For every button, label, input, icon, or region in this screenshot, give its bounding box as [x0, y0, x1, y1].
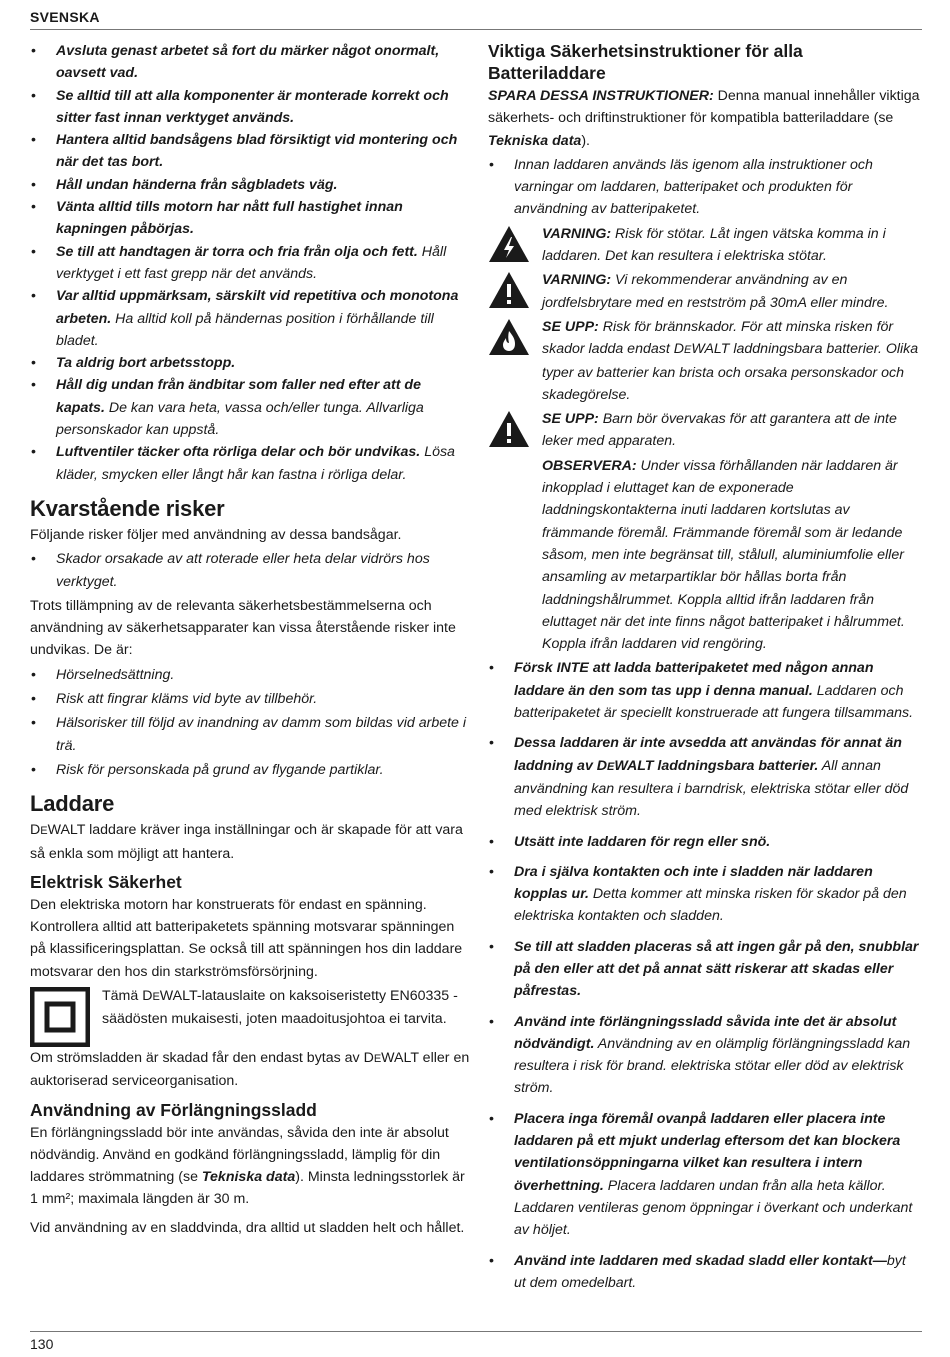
footer-divider [30, 1331, 922, 1332]
double-insulation-note [30, 985, 470, 1047]
residual-paragraph: Trots tillämpning av de relevanta säkerhetsbestämmelserna och användning av säkerhetsapparater kan vissa återstående risker inte undvikas. De är: [30, 597, 456, 659]
extension-cord-heading: Användning av Förlängningssladd [30, 1099, 317, 1120]
safety-bullet-list [30, 40, 470, 486]
list-item: • Se till att sladden placeras så att ingen går på den, snubblar på den eller att det på annat sätt riskerar att skadas eller påfrestas. [488, 936, 920, 1003]
list-item: • Utsätt inte laddaren för regn eller snö. [488, 831, 920, 853]
caution-burn: SE UPP: Risk för brännskador. För att minska risken för skador ladda endast DEWALT laddningsbara batterier. Olika typer av batterier kan brista och orsaka personskador och skadegörelse. [488, 316, 920, 406]
section-label: SVENSKA [30, 9, 100, 25]
list-item: • Se alltid till att alla komponenter är monterade korrekt och sitter fast innan verktyget används. [30, 85, 470, 130]
list-item: • Avsluta genast arbetet så fort du märker något onormalt, oavsett vad. [30, 40, 470, 85]
list-item: • Dessa laddaren är inte avsedda att användas för annat än laddning av DEWALT laddningsbara batterier. All annan användning kan resultera i barndrisk, elektriska stötar eller död med elektrisk ström. [488, 732, 920, 822]
list-item: • Risk att fingrar kläms vid byte av tillbehör. [30, 688, 470, 710]
warning-shock: VARNING: Risk för stötar. Låt ingen vätska komma in i laddaren. Det kan resultera i elektriska stötar. [488, 223, 920, 268]
charger-heading: Laddare [30, 791, 115, 817]
header-divider [30, 29, 922, 30]
list-item: • Skador orsakade av att roterade eller heta delar vidrörs hos verktyget. [30, 548, 470, 593]
list-item: • Använd inte förlängningssladd såvida inte det är absolut nödvändigt. Användning av en olämplig förlängningssladd kan resultera i risk för brand. elektriska stötar eller död av elektrisk ström. [488, 1011, 920, 1100]
charger-intro: DEWALT laddare kräver inga inställningar och är skapade för att vara så enkla som möjligt att hantera. [30, 822, 463, 862]
double-insulation-icon [30, 987, 90, 1047]
residual-risks-heading: Kvarstående risker [30, 495, 225, 521]
page-number: 130 [30, 1336, 54, 1352]
electrical-paragraph: Den elektriska motorn har konstruerats för endast en spänning. Kontrollera alltid att batteripaketets spänning motsvarar spänningen på klassificeringsplattan. Se också till att spänningen hos din laddare motsvarar den hos din starkströmsförsörjning. [30, 896, 463, 980]
residual-list-1 [30, 548, 470, 593]
extension-paragraph-2: Vid användning av en sladdvinda, dra alltid ut sladden helt och hållet. [30, 1219, 465, 1236]
list-item: • Innan laddaren används läs igenom alla instruktioner och varningar om laddaren, batteripaket och produkten för användning av batteripaketet. [488, 154, 920, 221]
list-item: • Risk för personskada på grund av flygande partiklar. [30, 759, 470, 781]
caution-warning-icon [488, 410, 530, 448]
list-item: • Dra i själva kontakten och inte i sladden när laddaren kopplas ur. Detta kommer att minska risken för skador på den elektriska kontakten och sladden. [488, 861, 920, 928]
list-item: • Använd inte laddaren med skadad sladd eller kontakt—byt ut dem omedelbart. [488, 1250, 920, 1295]
save-instructions: SPARA DESSA INSTRUKTIONER: Denna manual innehåller viktiga säkerhets- och driftinstruktioner för kompatibla batteriladdare (se Tekniska data). [488, 88, 920, 149]
charger-safety-heading: Viktiga Säkerhetsinstruktioner för alla Batteriladdare [488, 41, 803, 83]
list-item: • Ta aldrig bort arbetsstopp. [30, 352, 470, 374]
exclamation-warning-icon [488, 271, 530, 309]
shock-warning-icon [488, 225, 530, 263]
left-column [30, 40, 470, 1241]
warning-rcd: VARNING: Vi rekommenderar användning av en jordfelsbrytare med en restström på 30mA eller mindre. [488, 269, 920, 314]
list-item: • Hörselnedsättning. [30, 664, 470, 686]
list-item: • Håll dig undan från ändbitar som faller ned efter att de kapats. De kan vara heta, vassa och/eller tunga. Allvarliga personskador kan uppstå. [30, 374, 470, 441]
list-item: • Vänta alltid tills motorn har nått full hastighet innan kapningen påbörjas. [30, 196, 470, 241]
intro-list [488, 154, 920, 221]
list-item: • Hantera alltid bandsågens blad försiktigt vid montering och när det tas bort. [30, 129, 470, 174]
double-insulation-text: Tämä DEWALT-latauslaite on kaksoiseristetty EN60335 -säädösten mukaisesti, joten maadoitusjohtoa ei tarvita. [102, 987, 458, 1028]
list-item: • Håll undan händerna från sågbladets väg. [30, 174, 470, 196]
list-item: • Försk INTE att ladda batteripaketet med någon annan laddare än den som tas upp i denna manual. Laddaren och batteripaketet är speciellt konstruerade att fungera tillsammans. [488, 657, 920, 724]
list-item: • Se till att handtagen är torra och fria från olja och fett. Håll verktyget i ett fast grepp när det används. [30, 241, 470, 286]
residual-intro: Följande risker följer med användning av dessa bandsågar. [30, 526, 402, 543]
electrical-safety-heading: Elektrisk Säkerhet [30, 871, 182, 892]
list-item: • Placera inga föremål ovanpå laddaren eller placera inte laddaren på ett mjukt underlag eftersom det kan blockera ventilationsöppningarna vilket kan resultera i intern överhettning. Placera laddaren undan från alla heta källor. Laddaren ventileras genom öppningar i överkant och underkant av höljet. [488, 1108, 920, 1242]
right-column [488, 40, 920, 1302]
note-contacts: OBSERVERA: Under vissa förhållanden när laddaren är inkopplad i eluttaget kan de exponerade laddningskontakterna inuti laddaren kortslutas av främmande föremål. Främmande föremål som är ledande såsom, men inte begränsat till, stålull, aluminiumfolie eller ansamling av metarpartiklar bör hållas borta från laddningshålrummet. Koppla alltid ifrån laddaren från eluttaget när det inte finns något batteripaket i hålrummet. Koppla ifrån laddaren vid rengöring. [542, 457, 905, 653]
charger-bullet-list [488, 657, 920, 1294]
list-item: • Var alltid uppmärksam, särskilt vid repetitiva och monotona arbeten. Ha alltid koll på händernas position i förhållande till bladet. [30, 285, 470, 352]
fire-warning-icon [488, 318, 530, 356]
list-item: • Hälsorisker till följd av inandning av damm som bildas vid arbete i trä. [30, 712, 470, 757]
list-item: • Luftventiler täcker ofta rörliga delar och bör undvikas. Lösa kläder, smycken eller långt hår kan fastna i rörliga delar. [30, 441, 470, 486]
extension-paragraph-1: En förlängningssladd bör inte användas, såvida den inte är absolut nödvändig. Använd en godkänd förlängningssladd, lämplig för din laddares strömmatning (se Tekniska data). Minsta ledningsstorlek är 1 mm²; maximala längden är 30 m. [30, 1124, 465, 1208]
residual-list-2 [30, 664, 470, 781]
cord-replacement-text: Om strömsladden är skadad får den endast bytas av DEWALT eller en auktoriserad serviceorganisation. [30, 1049, 470, 1090]
caution-children: SE UPP: Barn bör övervakas för att garantera att de inte leker med apparaten. [488, 408, 920, 453]
